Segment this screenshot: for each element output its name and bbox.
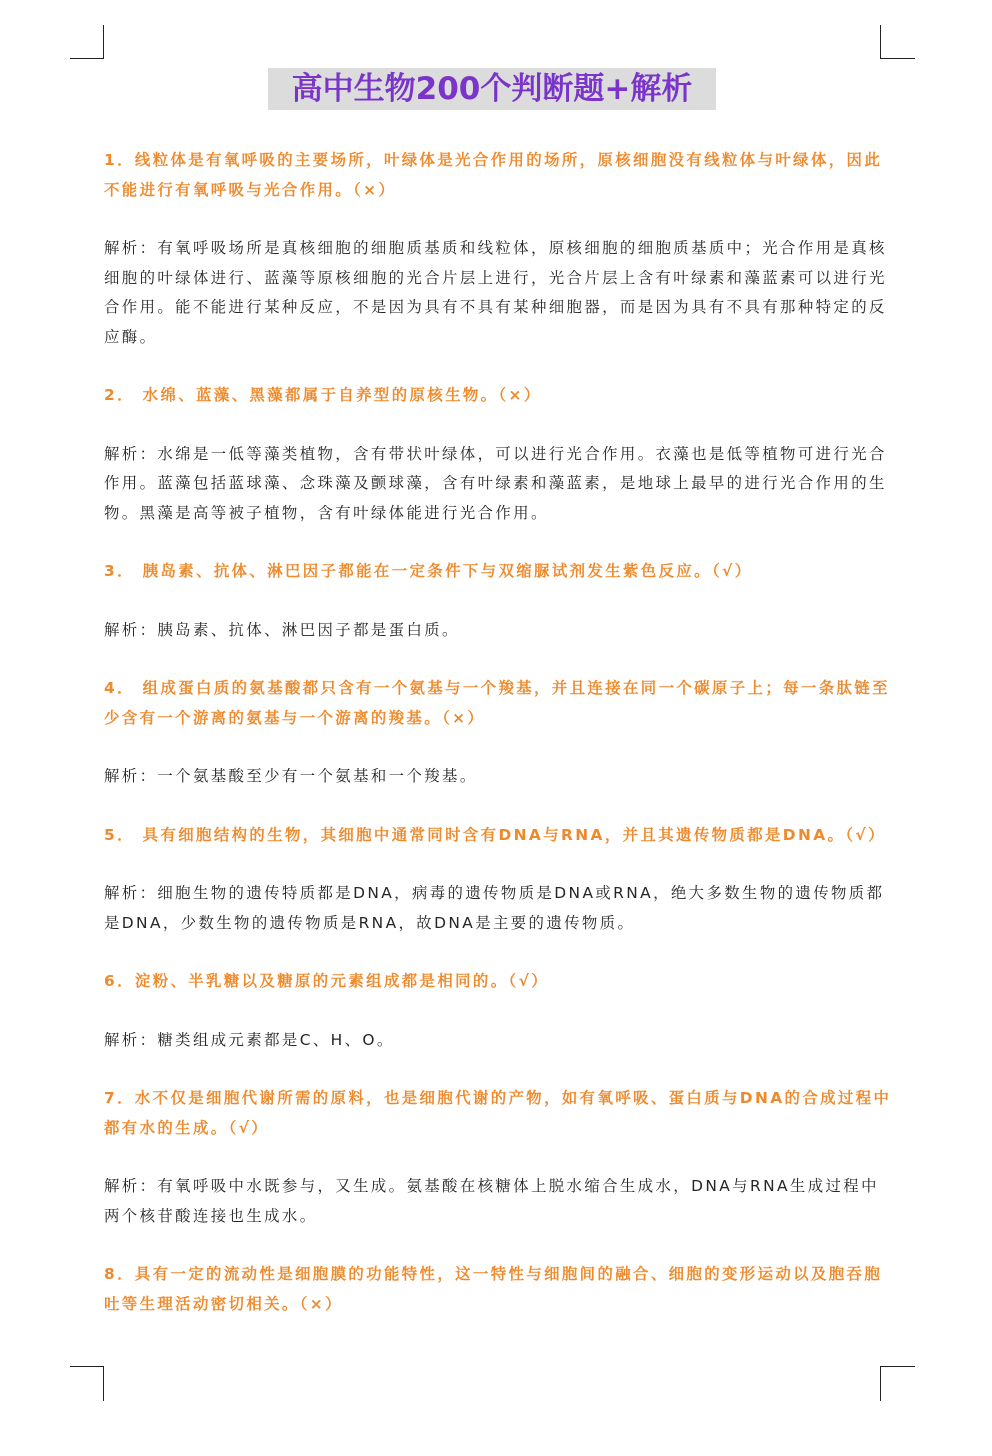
question-text: 8．具有一定的流动性是细胞膜的功能特性，这一特性与细胞间的融合、细胞的变形运动以及胞吞胞吐等生理活动密切相关。（×） <box>104 1265 883 1313</box>
question-item-4 <box>104 674 894 792</box>
analysis-text: 解析：糖类组成元素都是C、H、O。 <box>104 1030 395 1049</box>
question-item-1 <box>104 146 894 352</box>
analysis-text: 解析：细胞生物的遗传特质都是DNA，病毒的遗传物质是DNA或RNA，绝大多数生物的遗传物质都是DNA，少数生物的遗传物质是RNA，故DNA是主要的遗传物质。 <box>104 884 885 932</box>
analysis-text: 解析：有氧呼吸场所是真核细胞的细胞质基质和线粒体，原核细胞的细胞质基质中；光合作用是真核细胞的叶绿体进行、蓝藻等原核细胞的光合片层上进行，光合片层上含有叶绿素和藻蓝素可以进行光合作用。能不能进行某种反应，不是因为具有不具有某种细胞器，而是因为具有不具有那种特定的反应酶。 <box>104 239 887 346</box>
question-text: 7．水不仅是细胞代谢所需的原料，也是细胞代谢的产物，如有氧呼吸、蛋白质与DNA的合成过程中都有水的生成。（√） <box>104 1089 892 1137</box>
crop-mark-bottom-left <box>70 1366 104 1401</box>
analysis-text: 解析：胰岛素、抗体、淋巴因子都是蛋白质。 <box>104 620 460 639</box>
question-item-7 <box>104 1084 894 1231</box>
question-text: 3． 胰岛素、抗体、淋巴因子都能在一定条件下与双缩脲试剂发生紫色反应。（√） <box>104 562 753 580</box>
page-title: 高中生物200个判断题+解析 <box>268 68 716 110</box>
question-item-8 <box>104 1260 894 1319</box>
question-text: 6．淀粉、半乳糖以及糖原的元素组成都是相同的。（√） <box>104 972 550 990</box>
question-text: 4． 组成蛋白质的氨基酸都只含有一个氨基与一个羧基，并且连接在同一个碳原子上；每一条肽链至少含有一个游离的氨基与一个游离的羧基。（×） <box>104 679 890 727</box>
question-text: 2． 水绵、蓝藻、黑藻都属于自养型的原核生物。（×） <box>104 386 542 404</box>
analysis-text: 解析：水绵是一低等藻类植物，含有带状叶绿体，可以进行光合作用。衣藻也是低等植物可进行光合作用。蓝藻包括蓝球藻、念珠藻及颤球藻，含有叶绿素和藻蓝素，是地球上最早的进行光合作用的生物。黑藻是高等被子植物，含有叶绿体能进行光合作用。 <box>104 444 887 522</box>
crop-mark-bottom-right <box>880 1366 915 1401</box>
question-list <box>104 146 894 1348</box>
analysis-text: 解析：有氧呼吸中水既参与，又生成。氨基酸在核糖体上脱水缩合生成水，DNA与RNA生成过程中两个核苷酸连接也生成水。 <box>104 1177 879 1225</box>
question-item-6 <box>104 967 894 1055</box>
question-text: 1．线粒体是有氧呼吸的主要场所，叶绿体是光合作用的场所，原核细胞没有线粒体与叶绿体，因此不能进行有氧呼吸与光合作用。（×） <box>104 151 883 199</box>
question-text: 5． 具有细胞结构的生物，其细胞中通常同时含有DNA与RNA，并且其遗传物质都是DNA。（√） <box>104 825 886 844</box>
crop-mark-top-left <box>70 25 104 59</box>
question-item-2 <box>104 381 894 528</box>
analysis-text: 解析：一个氨基酸至少有一个氨基和一个羧基。 <box>104 767 478 785</box>
question-item-5 <box>104 821 894 939</box>
crop-mark-top-right <box>880 25 915 59</box>
question-item-3 <box>104 557 894 645</box>
